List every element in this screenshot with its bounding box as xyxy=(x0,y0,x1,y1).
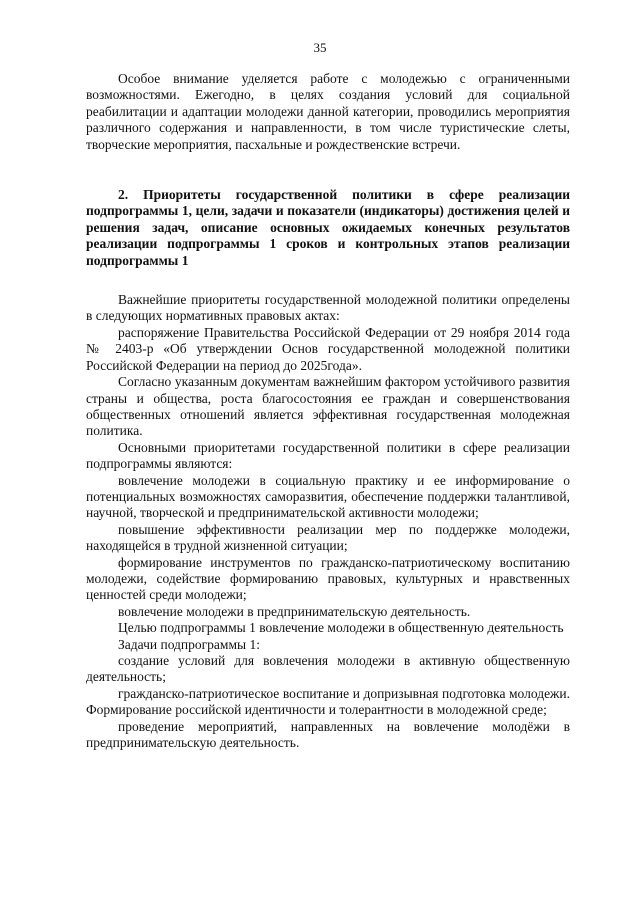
paragraph: распоряжение Правительства Российской Федерации от 29 ноября 2014 года № 2403-р «Об утверждении Основ государственной молодежной политики Российской Федерации на период до 2025года». xyxy=(86,324,570,373)
paragraph: вовлечение молодежи в социальную практику и ее информирование о потенциальных возможностях саморазвития, обеспечение поддержки талантливой, научной, творческой и предпринимательской активности молодежи; xyxy=(86,472,570,521)
page-number: 35 xyxy=(313,40,327,55)
section-heading: 2. Приоритеты государственной политики в сфере реализации подпрограммы 1, цели, задачи и показатели (индикаторы) достижения целей и решения задач, описание основных ожидаемых конечных результатов реализации подпрограммы 1 сроков и контрольных этапов реализации подпрограммы 1 xyxy=(86,187,570,268)
paragraph: создание условий для вовлечения молодежи в активную общественную деятельность; xyxy=(86,653,570,685)
paragraph: проведение мероприятий, направленных на вовлечение молодёжи в предпринимательскую деятельность. xyxy=(86,718,570,751)
paragraph: формирование инструментов по гражданско-патриотическому воспитанию молодежи, содействие формированию правовых, культурных и нравственных ценностей среди молодежи; xyxy=(86,554,570,603)
paragraph-intro: Особое внимание уделяется работе с молодежью с ограниченными возможностями. Ежегодно, в целях создания условий для социальной реабилитации и адаптации молодежи данной категории, проводились мероприятия различного содержания и направленности, в том числе туристические слеты, творческие мероприятия, пасхальные и рождественские встречи. xyxy=(86,71,570,152)
paragraph: Задачи подпрограммы 1: xyxy=(118,636,260,652)
paragraph: Согласно указанным документам важнейшим фактором устойчивого развития страны и общества, роста благосостояния ее граждан и совершенствования общественных отношений является эффективная государственная молодежная политика. xyxy=(86,374,570,439)
paragraph: гражданско-патриотическое воспитание и допризывная подготовка молодежи. Формирование российской идентичности и толерантности в молодежной среде; xyxy=(86,685,570,718)
paragraph: Целью подпрограммы 1 вовлечение молодежи в общественную деятельность xyxy=(118,620,564,636)
paragraph: Основными приоритетами государственной политики в сфере реализации подпрограммы являются: xyxy=(86,439,570,472)
page-content xyxy=(86,71,570,751)
paragraph: вовлечение молодежи в предпринимательскую деятельность. xyxy=(118,603,471,619)
paragraph: Важнейшие приоритеты государственной молодежной политики определены в следующих нормативных правовых актах: xyxy=(86,292,570,324)
paragraph: повышение эффективности реализации мер по поддержке молодежи, находящейся в трудной жизненной ситуации; xyxy=(86,521,570,554)
